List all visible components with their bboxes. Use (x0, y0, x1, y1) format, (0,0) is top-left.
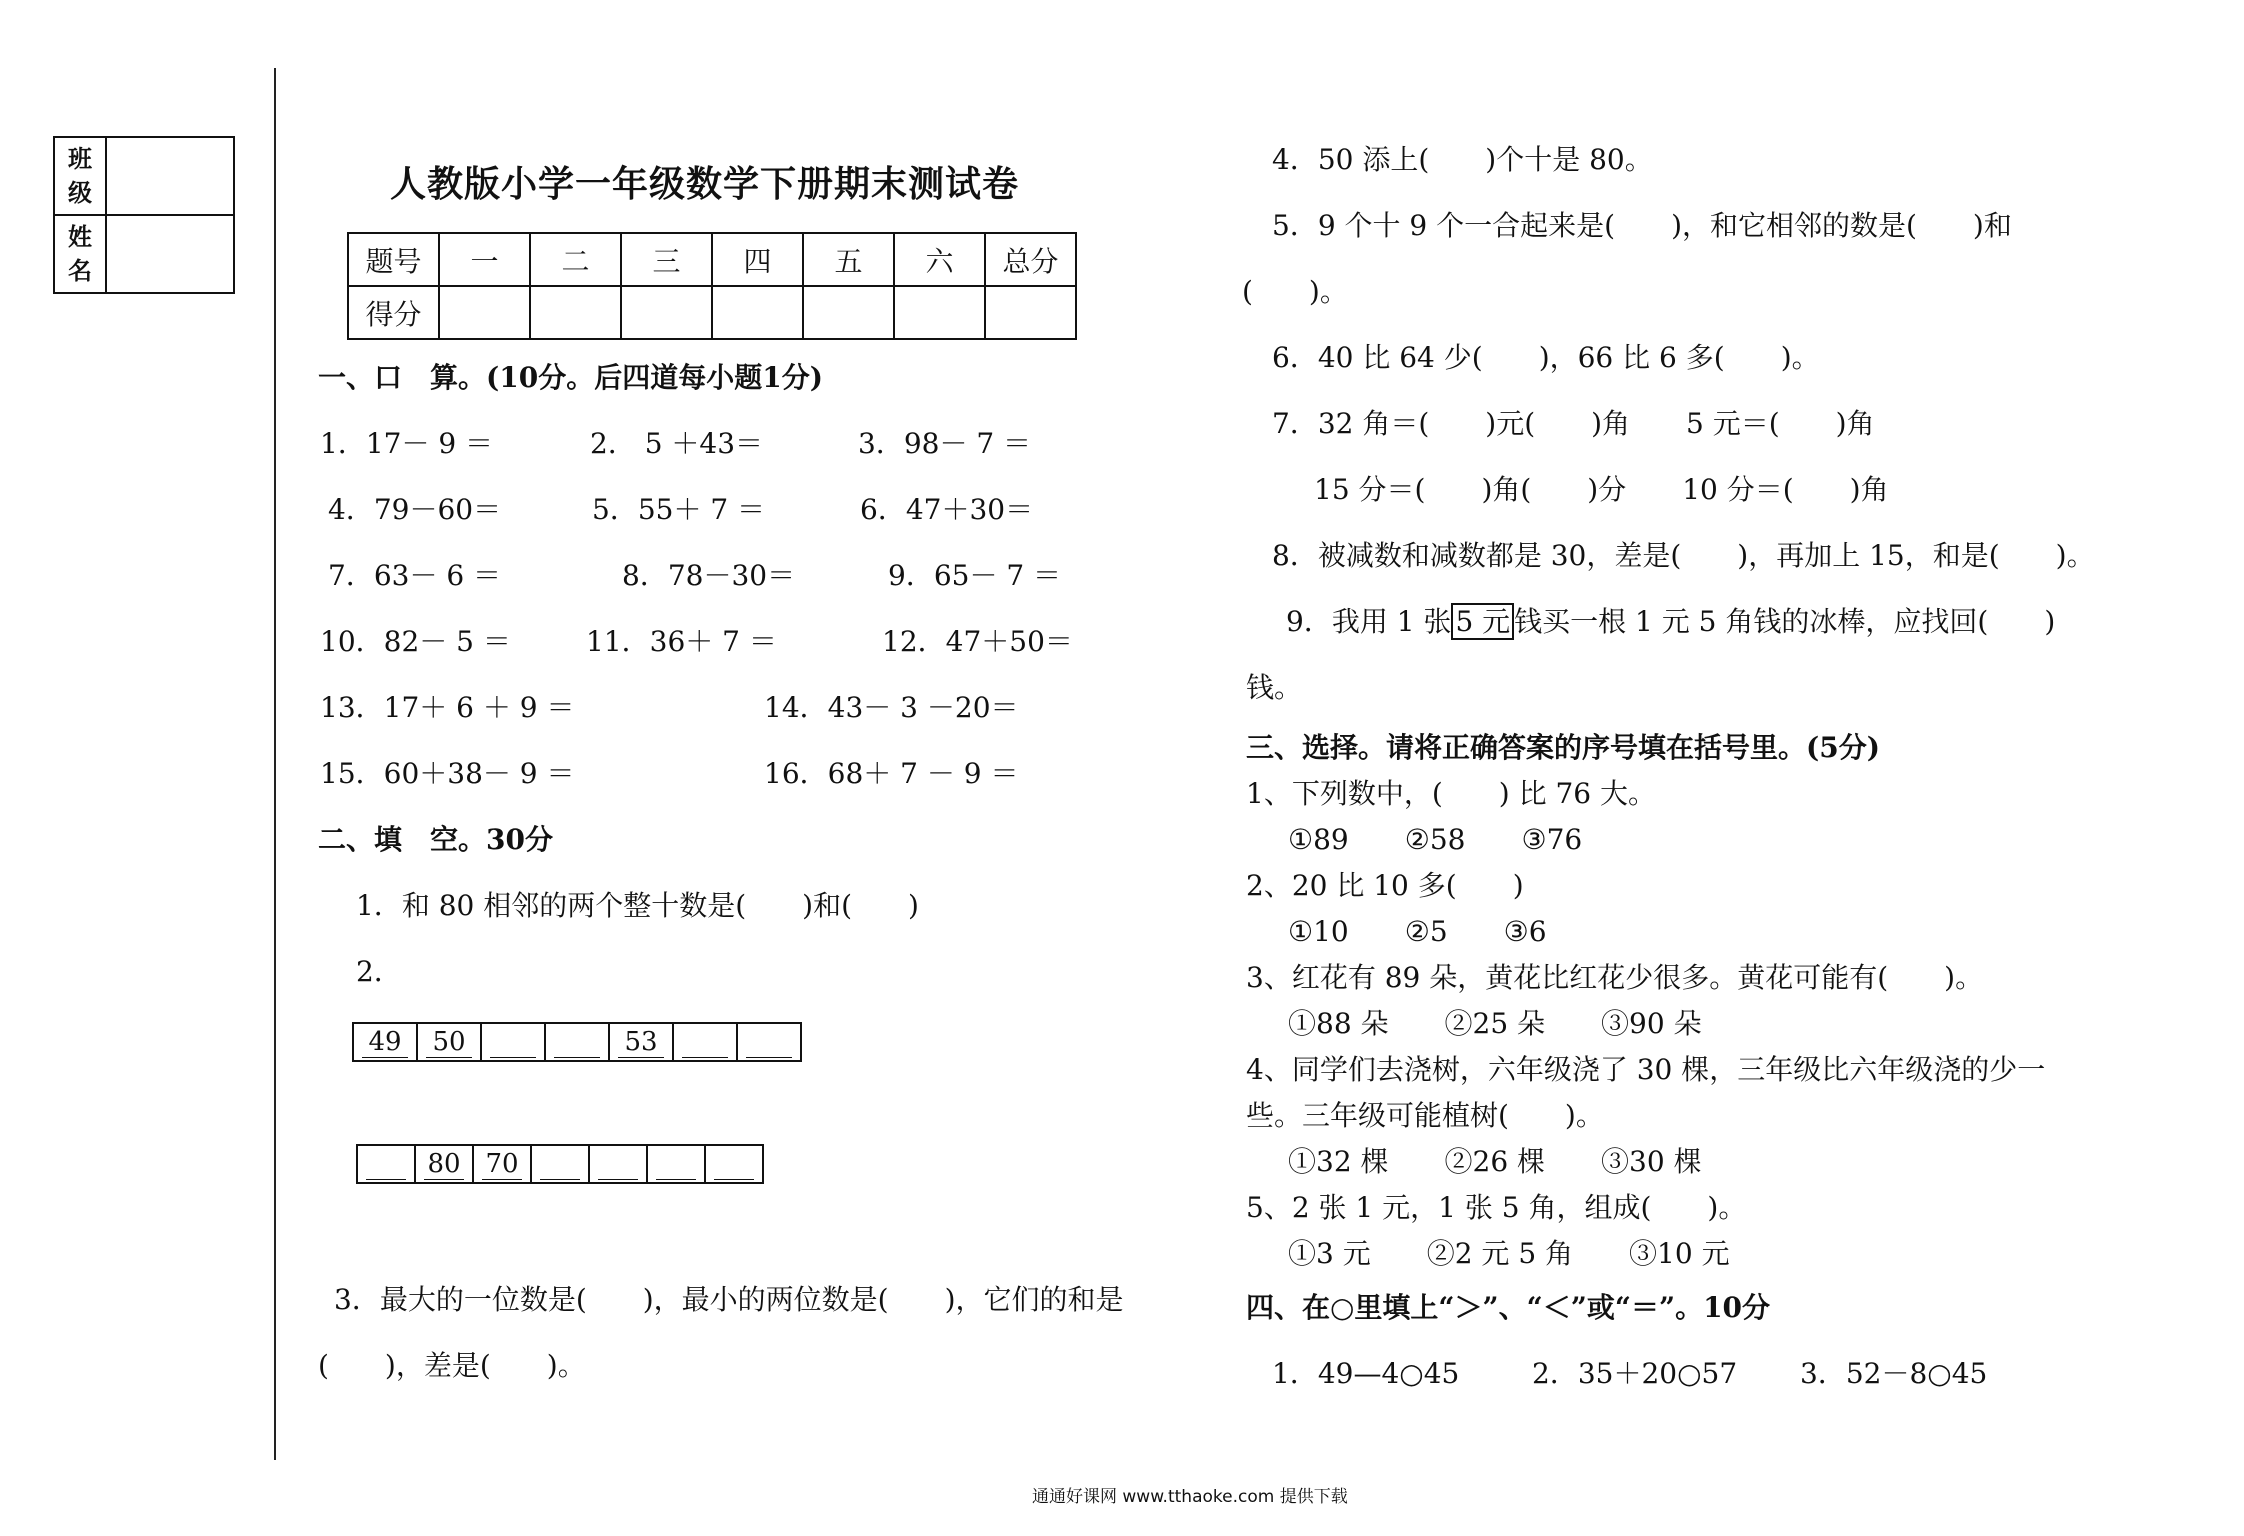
choice-q5: 5、2 张 1 元，1 张 5 角，组成( )。 (1246, 1191, 1747, 1224)
score-cell: 二 (530, 233, 621, 286)
score-cell (439, 286, 530, 339)
class-row (55, 138, 233, 216)
five-yuan-box: 5 元 (1451, 603, 1514, 640)
score-cell (985, 286, 1076, 339)
sequence-cell (738, 1024, 800, 1060)
score-cell: 得分 (348, 286, 439, 339)
student-info-box (53, 136, 235, 294)
choice-q4-options: ①32 棵 ②26 棵 ③30 棵 (1288, 1145, 1702, 1178)
calc-item: 8．78－30＝ (622, 559, 796, 592)
choice-q3-options: ①88 朵 ②25 朵 ③90 朵 (1288, 1007, 1702, 1040)
score-cell: 六 (894, 233, 985, 286)
fill-q8: 8．被减数和减数都是 30，差是( )，再加上 15，和是( )。 (1272, 539, 2095, 572)
calc-item: 5．55＋ 7 ＝ (592, 493, 766, 526)
calc-item: 10．82－ 5 ＝ (320, 625, 511, 658)
calc-item: 3．98－ 7 ＝ (858, 427, 1032, 460)
fill-q3-line1: 3．最大的一位数是( )，最小的两位数是( )，它们的和是 (334, 1283, 1124, 1316)
score-cell (530, 286, 621, 339)
fill-q3-line2: ( )，差是( )。 (318, 1349, 586, 1382)
fill-q6: 6．40 比 64 少( )，66 比 6 多( )。 (1272, 341, 1820, 374)
calc-item: 1．17－ 9 ＝ (320, 427, 494, 460)
score-table-score-row (348, 286, 1076, 339)
score-cell (712, 286, 803, 339)
fill-q7-line2: 15 分＝( )角( )分 10 分＝( )角 (1314, 473, 1889, 506)
section4-heading: 四、在○里填上“＞”、“＜”或“＝”。10分 (1246, 1291, 1771, 1324)
calc-item: 11．36＋ 7 ＝ (586, 625, 777, 658)
sequence-cell (482, 1024, 546, 1060)
choice-q1: 1、下列数中，( ) 比 76 大。 (1246, 777, 1656, 810)
score-table-header-row (348, 233, 1076, 286)
sequence-cell: 49 (354, 1024, 418, 1060)
calc-item: 4．79－60＝ (328, 493, 502, 526)
score-cell: 题号 (348, 233, 439, 286)
calc-item: 9．65－ 7 ＝ (888, 559, 1062, 592)
sequence-cell (674, 1024, 738, 1060)
score-cell: 总分 (985, 233, 1076, 286)
score-cell (894, 286, 985, 339)
compare-item: 1．49—4○45 (1272, 1357, 1460, 1390)
fill-q5-line2: ( )。 (1242, 275, 1348, 308)
score-cell (803, 286, 894, 339)
sequence-cell (590, 1146, 648, 1182)
sequence-cell (532, 1146, 590, 1182)
choice-q1-options: ①89 ②58 ③76 (1288, 823, 1583, 856)
binding-line (274, 68, 276, 1460)
choice-q2-options: ①10 ②5 ③6 (1288, 915, 1547, 948)
score-cell (621, 286, 712, 339)
fill-q7-line1: 7．32 角＝( )元( )角 5 元＝( )角 (1272, 407, 1875, 440)
choice-q5-options: ①3 元 ②2 元 5 角 ③10 元 (1288, 1237, 1730, 1270)
calc-item: 6．47＋30＝ (860, 493, 1034, 526)
fill-q9-post: 钱买一根 1 元 5 角钱的冰棒，应找回( ) (1514, 605, 2056, 638)
name-label: 姓 名 (55, 216, 107, 292)
compare-item: 3．52－8○45 (1800, 1357, 1988, 1390)
calc-item: 13．17＋ 6 ＋ 9 ＝ (320, 691, 575, 724)
sequence-cell: 50 (418, 1024, 482, 1060)
fill-q1: 1．和 80 相邻的两个整十数是( )和( ) (356, 889, 919, 922)
choice-q4-line2: 些。三年级可能植树( )。 (1246, 1099, 1604, 1132)
fill-q9-pre: 9．我用 1 张 (1286, 605, 1452, 638)
compare-item: 2．35＋20○57 (1532, 1357, 1738, 1390)
number-sequence-row2 (356, 1144, 764, 1184)
page-title: 人教版小学一年级数学下册期末测试卷 (390, 163, 1020, 205)
score-cell: 三 (621, 233, 712, 286)
choice-q2: 2、20 比 10 多( ) (1246, 869, 1524, 902)
calc-item: 12．47＋50＝ (882, 625, 1073, 658)
sequence-cell: 80 (416, 1146, 474, 1182)
calc-item: 7．63－ 6 ＝ (328, 559, 502, 592)
sequence-cell: 70 (474, 1146, 532, 1182)
sequence-cell (706, 1146, 762, 1182)
score-cell: 四 (712, 233, 803, 286)
sequence-cell (358, 1146, 416, 1182)
section2-heading: 二、填 空。30分 (318, 823, 553, 856)
section3-heading: 三、选择。请将正确答案的序号填在括号里。(5分) (1246, 731, 1880, 764)
score-table (347, 232, 1077, 340)
class-label: 班 级 (55, 138, 107, 214)
sequence-cell (648, 1146, 706, 1182)
sequence-cell (546, 1024, 610, 1060)
choice-q4-line1: 4、同学们去浇树，六年级浇了 30 棵，三年级比六年级浇的少一 (1246, 1053, 2046, 1086)
score-cell: 一 (439, 233, 530, 286)
calc-item: 14．43－ 3 －20＝ (764, 691, 1019, 724)
footer-source: 通通好课网 www.tthaoke.com 提供下载 (1032, 1487, 1348, 1507)
number-sequence-row1 (352, 1022, 802, 1062)
sequence-cell: 53 (610, 1024, 674, 1060)
choice-q3: 3、红花有 89 朵，黄花比红花少很多。黄花可能有( )。 (1246, 961, 1984, 994)
fill-q9-line1 (1286, 600, 2055, 640)
name-row (55, 216, 233, 292)
score-cell: 五 (803, 233, 894, 286)
calc-item: 15．60＋38－ 9 ＝ (320, 757, 575, 790)
fill-q4: 4．50 添上( )个十是 80。 (1272, 143, 1653, 176)
fill-q2: 2． (356, 955, 402, 988)
calc-item: 16．68＋ 7 － 9 ＝ (764, 757, 1019, 790)
section1-heading: 一、口 算。(10分。后四道每小题1分) (318, 361, 823, 394)
calc-item: 2． 5 ＋43＝ (590, 427, 764, 460)
fill-q9-line2: 钱。 (1246, 671, 1303, 704)
fill-q5-line1: 5．9 个十 9 个一合起来是( )，和它相邻的数是( )和 (1272, 209, 2012, 242)
